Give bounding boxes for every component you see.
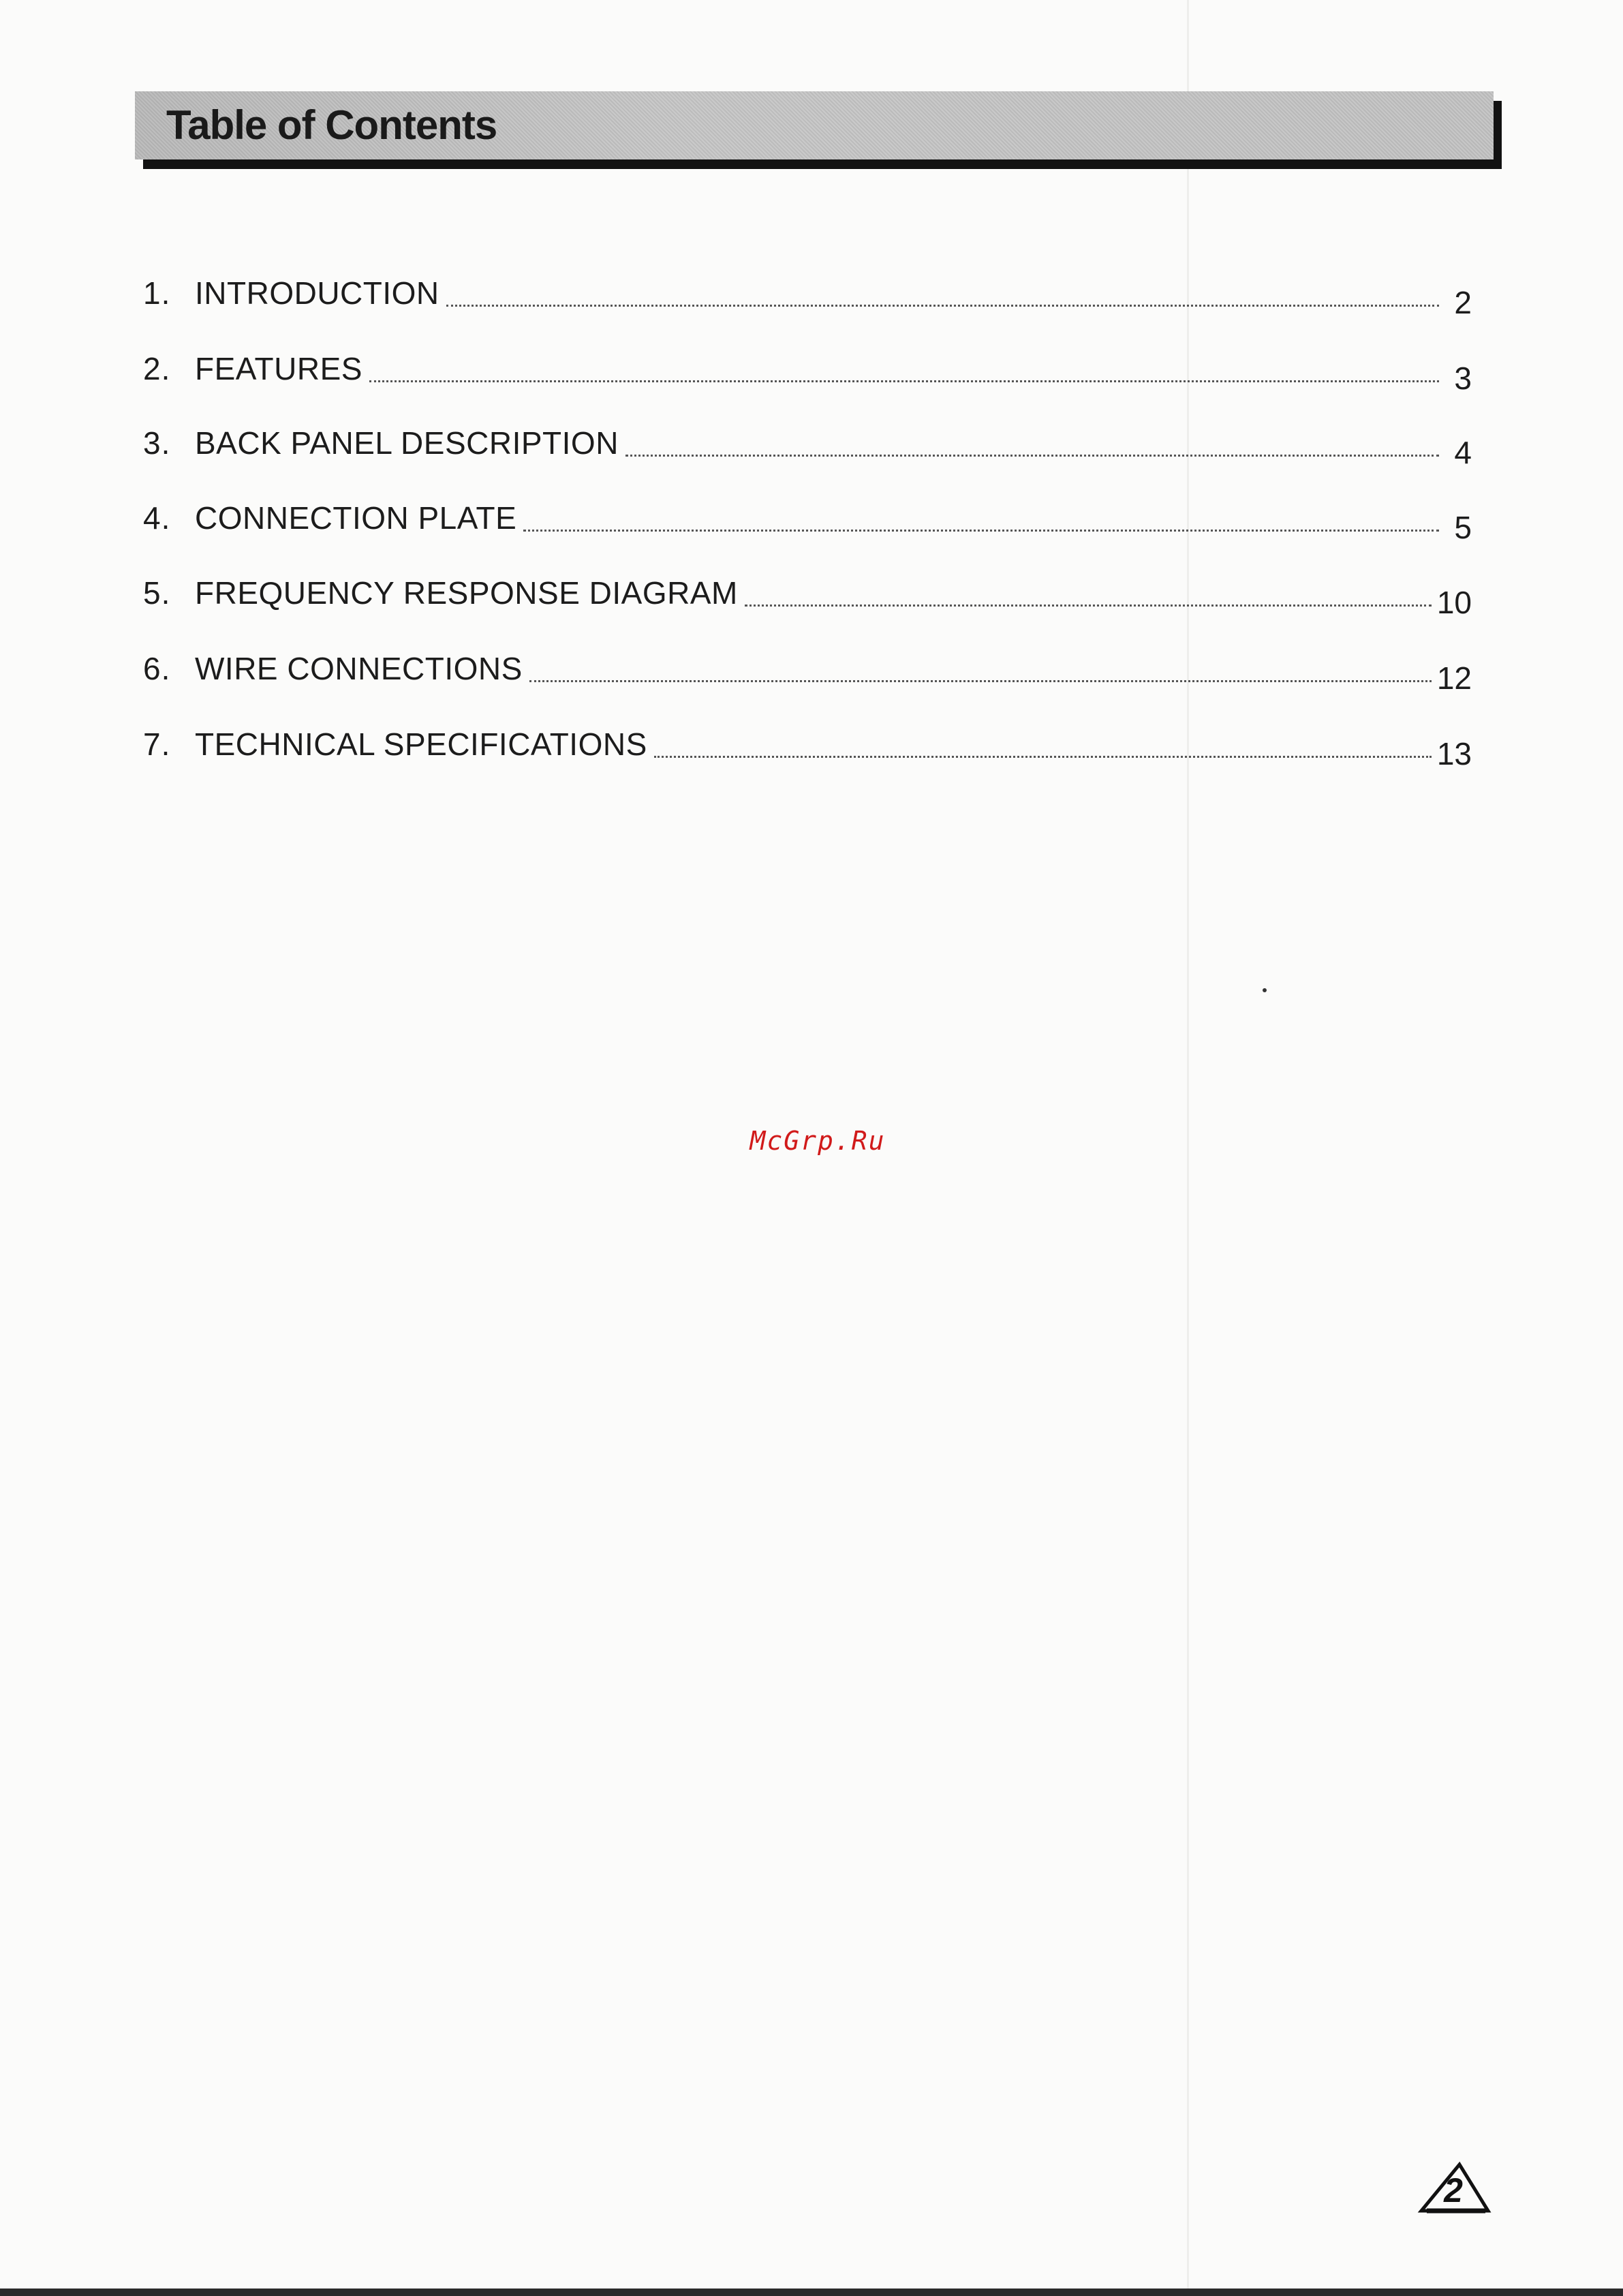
toc-entry-frequency-response-diagram[interactable] bbox=[143, 559, 1472, 620]
toc-entry-label: FEATURES bbox=[195, 351, 362, 386]
toc-entry-label: CONNECTION PLATE bbox=[195, 500, 517, 536]
toc-entry-page: 10 bbox=[1436, 585, 1472, 620]
page-number: 2 bbox=[1444, 2171, 1463, 2209]
toc-entry-back-panel-description[interactable] bbox=[143, 409, 1472, 470]
toc-entry-features[interactable] bbox=[143, 335, 1472, 396]
toc-dot-leader bbox=[523, 530, 1439, 532]
toc-entry-number: 1. bbox=[143, 275, 171, 311]
header-bar bbox=[135, 91, 1494, 159]
toc-entry-label: WIRE CONNECTIONS bbox=[195, 651, 523, 686]
toc-entry-number: 2. bbox=[143, 351, 171, 386]
toc-entry-technical-specifications[interactable] bbox=[143, 710, 1472, 771]
toc-dot-leader bbox=[529, 680, 1432, 682]
bottom-scan-edge bbox=[0, 2289, 1623, 2296]
toc-entry-number: 6. bbox=[143, 651, 171, 686]
toc-entry-page: 2 bbox=[1454, 285, 1472, 320]
toc-entry-label: TECHNICAL SPECIFICATIONS bbox=[195, 726, 647, 762]
toc-entry-page: 4 bbox=[1454, 435, 1472, 470]
toc-dot-leader bbox=[654, 756, 1432, 758]
toc-entry-connection-plate[interactable] bbox=[143, 484, 1472, 545]
page-title: Table of Contents bbox=[166, 102, 497, 148]
toc-dot-leader bbox=[745, 604, 1432, 607]
toc-entry-number: 4. bbox=[143, 500, 171, 536]
toc-entry-number: 7. bbox=[143, 726, 171, 762]
toc-entry-label: BACK PANEL DESCRIPTION bbox=[195, 425, 619, 461]
toc-entry-page: 5 bbox=[1454, 510, 1472, 545]
toc-entry-page: 3 bbox=[1454, 361, 1472, 396]
toc-entry-label: INTRODUCTION bbox=[195, 275, 439, 311]
toc-entry-page: 12 bbox=[1436, 660, 1472, 696]
toc-entry-wire-connections[interactable] bbox=[143, 634, 1472, 696]
toc-header bbox=[135, 91, 1494, 159]
page-number-badge bbox=[1417, 2160, 1492, 2215]
toc-entry-page: 13 bbox=[1436, 736, 1472, 771]
toc-entry-number: 5. bbox=[143, 575, 171, 611]
toc-dot-leader bbox=[369, 380, 1439, 382]
toc-entry-label: FREQUENCY RESPONSE DIAGRAM bbox=[195, 575, 738, 611]
scan-speck bbox=[1263, 988, 1267, 992]
toc-dot-leader bbox=[625, 455, 1439, 457]
toc-entry-introduction[interactable] bbox=[143, 259, 1472, 320]
toc-entry-number: 3. bbox=[143, 425, 171, 461]
watermark-text: McGrp.Ru bbox=[749, 1126, 886, 1156]
toc-dot-leader bbox=[446, 305, 1439, 307]
